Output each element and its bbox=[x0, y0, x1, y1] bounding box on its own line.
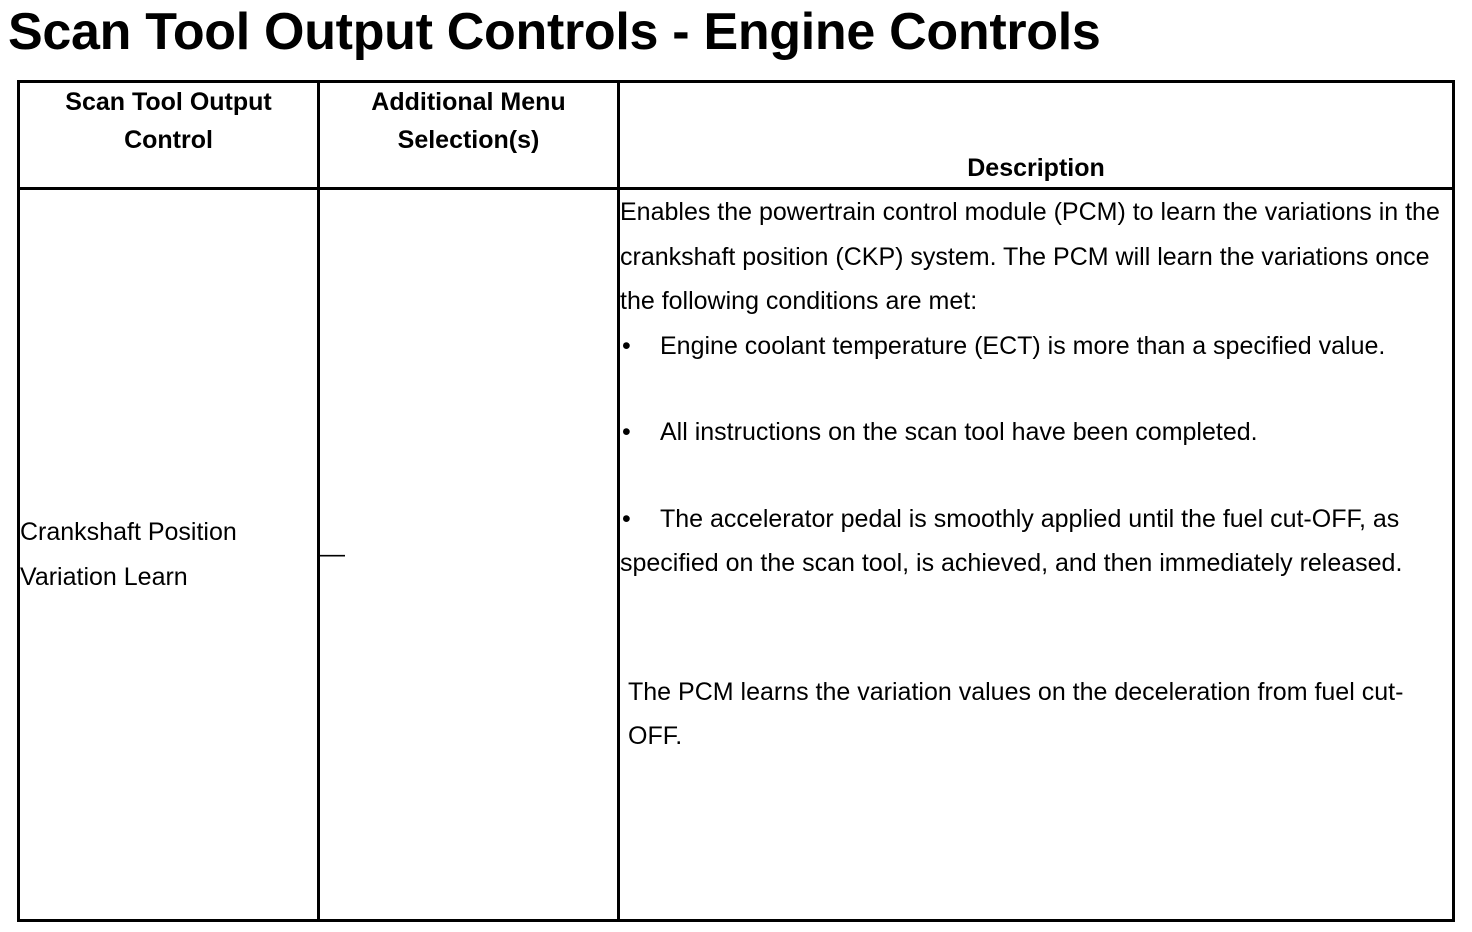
bullet-text: The accelerator pedal is smoothly applied until the fuel cut-OFF, as specified on the scan tool, is achieved, and then immediately released. bbox=[620, 504, 1403, 577]
bullet-icon: • bbox=[622, 418, 631, 446]
header-output-control: Scan Tool Output Control bbox=[19, 82, 319, 189]
header-additional-menu: Additional Menu Selection(s) bbox=[319, 82, 619, 189]
bullet-icon: • bbox=[622, 504, 631, 533]
bullet-text: Engine coolant temperature (ECT) is more than a specified value. bbox=[660, 331, 1386, 360]
bullet-item bbox=[620, 410, 1452, 455]
menu-selection-cell: — bbox=[319, 189, 619, 921]
table-header-row bbox=[19, 82, 1454, 189]
bullet-icon: • bbox=[622, 331, 631, 360]
bullet-item bbox=[620, 324, 1452, 369]
table-row bbox=[19, 189, 1454, 921]
output-control-cell: Crankshaft Position Variation Learn bbox=[19, 189, 319, 921]
description-intro: Enables the powertrain control module (PCM) to learn the variations in the crankshaft position (CKP) system. The PCM will learn the variations once the following conditions are met: bbox=[620, 198, 1440, 315]
description-note: The PCM learns the variation values on the deceleration from fuel cut-OFF. bbox=[628, 677, 1404, 750]
description-cell bbox=[619, 189, 1454, 921]
header-description: Description bbox=[619, 82, 1454, 189]
output-controls-table-container bbox=[17, 80, 1455, 922]
bullet-item bbox=[620, 497, 1452, 586]
bullet-text: All instructions on the scan tool have been completed. bbox=[660, 418, 1258, 446]
output-controls-table bbox=[17, 80, 1455, 922]
page-title: Scan Tool Output Controls - Engine Controls bbox=[8, 3, 1101, 61]
